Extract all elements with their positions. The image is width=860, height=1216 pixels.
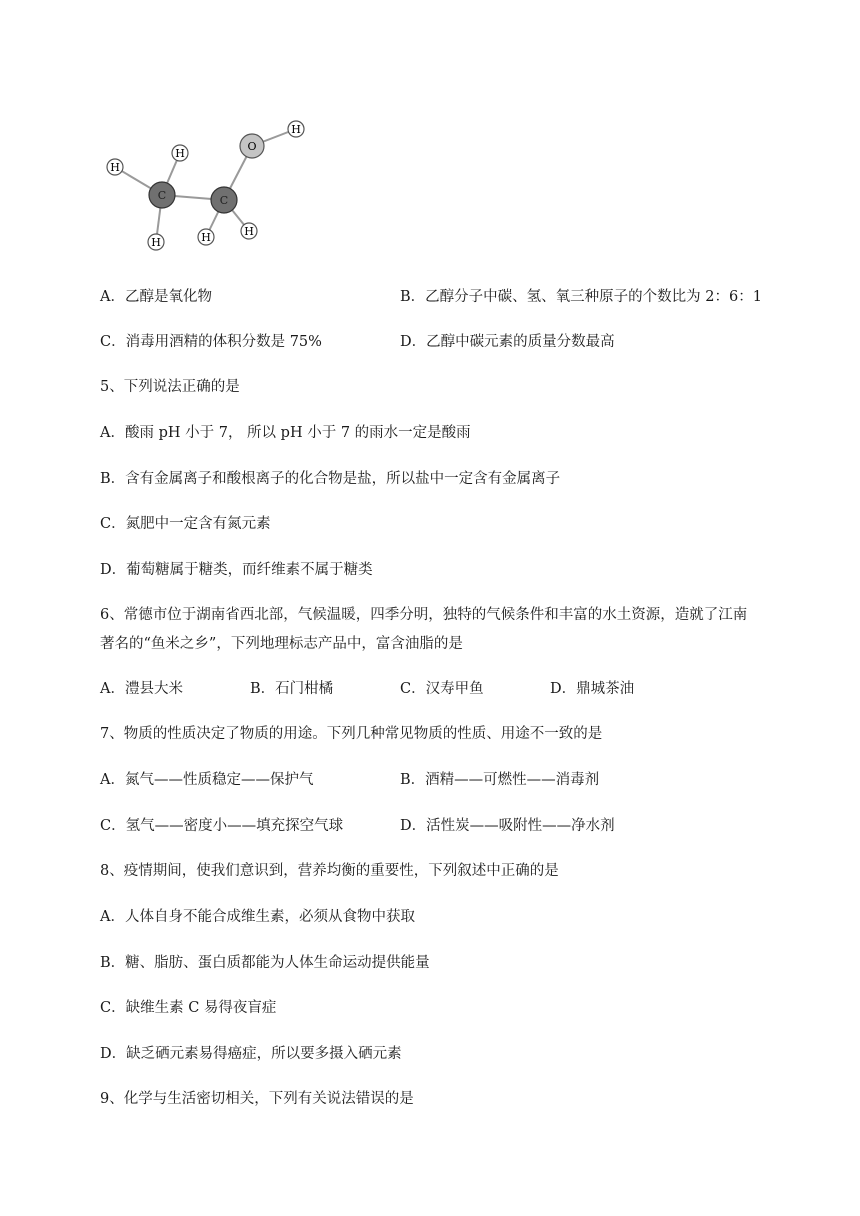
- question-stem-line2: 著名的“鱼米之乡”，下列地理标志产品中，富含油脂的是: [100, 636, 463, 652]
- option-c: C．氮肥中一定含有氮元素: [100, 516, 271, 532]
- atom-c1: [149, 182, 175, 208]
- option-a: A．乙醇是氧化物: [100, 289, 212, 305]
- svg-text:H: H: [151, 236, 161, 249]
- question-stem: 9、化学与生活密切相关，下列有关说法错误的是: [100, 1091, 414, 1107]
- atom-h6: [241, 223, 257, 239]
- option-d: D．葡萄糖属于糖类，而纤维素不属于糖类: [100, 562, 373, 578]
- svg-text:C: C: [157, 189, 167, 202]
- atom-h3: [288, 121, 304, 137]
- atom-h4: [148, 234, 164, 250]
- atom-h2: [172, 145, 188, 161]
- atom-o: [240, 134, 264, 158]
- option-d: D．活性炭——吸附性——净水剂: [400, 818, 615, 834]
- svg-text:H: H: [175, 147, 185, 160]
- svg-text:H: H: [201, 231, 211, 244]
- option-b: B．乙醇分子中碳、氢、氧三种原子的个数比为 2：6：1: [400, 289, 762, 305]
- atom-c2: [211, 187, 237, 213]
- question-stem: 5、下列说法正确的是: [100, 379, 240, 395]
- option-a: A．氮气——性质稳定——保护气: [100, 772, 314, 788]
- question-stem: 7、物质的性质决定了物质的用途。下列几种常见物质的性质、用途不一致的是: [100, 726, 603, 742]
- option-b: B．酒精——可燃性——消毒剂: [400, 772, 600, 788]
- svg-text:H: H: [244, 225, 254, 238]
- option-a: A．人体自身不能合成维生素，必须从食物中获取: [100, 909, 415, 925]
- atom-h1: [107, 159, 123, 175]
- svg-text:H: H: [291, 123, 301, 136]
- option-d: D．乙醇中碳元素的质量分数最高: [400, 334, 615, 350]
- svg-text:C: C: [219, 194, 229, 207]
- question-stem: 8、疫情期间，使我们意识到，营养均衡的重要性，下列叙述中正确的是: [100, 863, 559, 879]
- option-d: D．鼎城茶油: [550, 681, 635, 697]
- option-d: D．缺乏硒元素易得癌症，所以要多摄入硒元素: [100, 1046, 402, 1062]
- option-b: B．糖、脂肪、蛋白质都能为人体生命运动提供能量: [100, 955, 430, 971]
- option-c: C．缺维生素 C 易得夜盲症: [100, 1000, 277, 1016]
- option-a: A．澧县大米: [100, 681, 183, 697]
- svg-text:H: H: [110, 161, 120, 174]
- option-a: A．酸雨 pH 小于 7， 所以 pH 小于 7 的雨水一定是酸雨: [100, 425, 471, 441]
- option-b: B．石门柑橘: [250, 681, 334, 697]
- ethanol-molecule-diagram: [100, 115, 320, 255]
- svg-text:O: O: [247, 140, 257, 153]
- option-c: C．消毒用酒精的体积分数是 75%: [100, 334, 322, 350]
- option-c: C．汉寿甲鱼: [400, 681, 484, 697]
- option-c: C．氢气——密度小——填充探空气球: [100, 818, 344, 834]
- option-b: B．含有金属离子和酸根离子的化合物是盐，所以盐中一定含有金属离子: [100, 471, 561, 487]
- question-stem-line1: 6、常德市位于湖南省西北部，气候温暖，四季分明，独特的气候条件和丰富的水土资源，造就了江南: [100, 607, 748, 623]
- atom-h5: [198, 229, 214, 245]
